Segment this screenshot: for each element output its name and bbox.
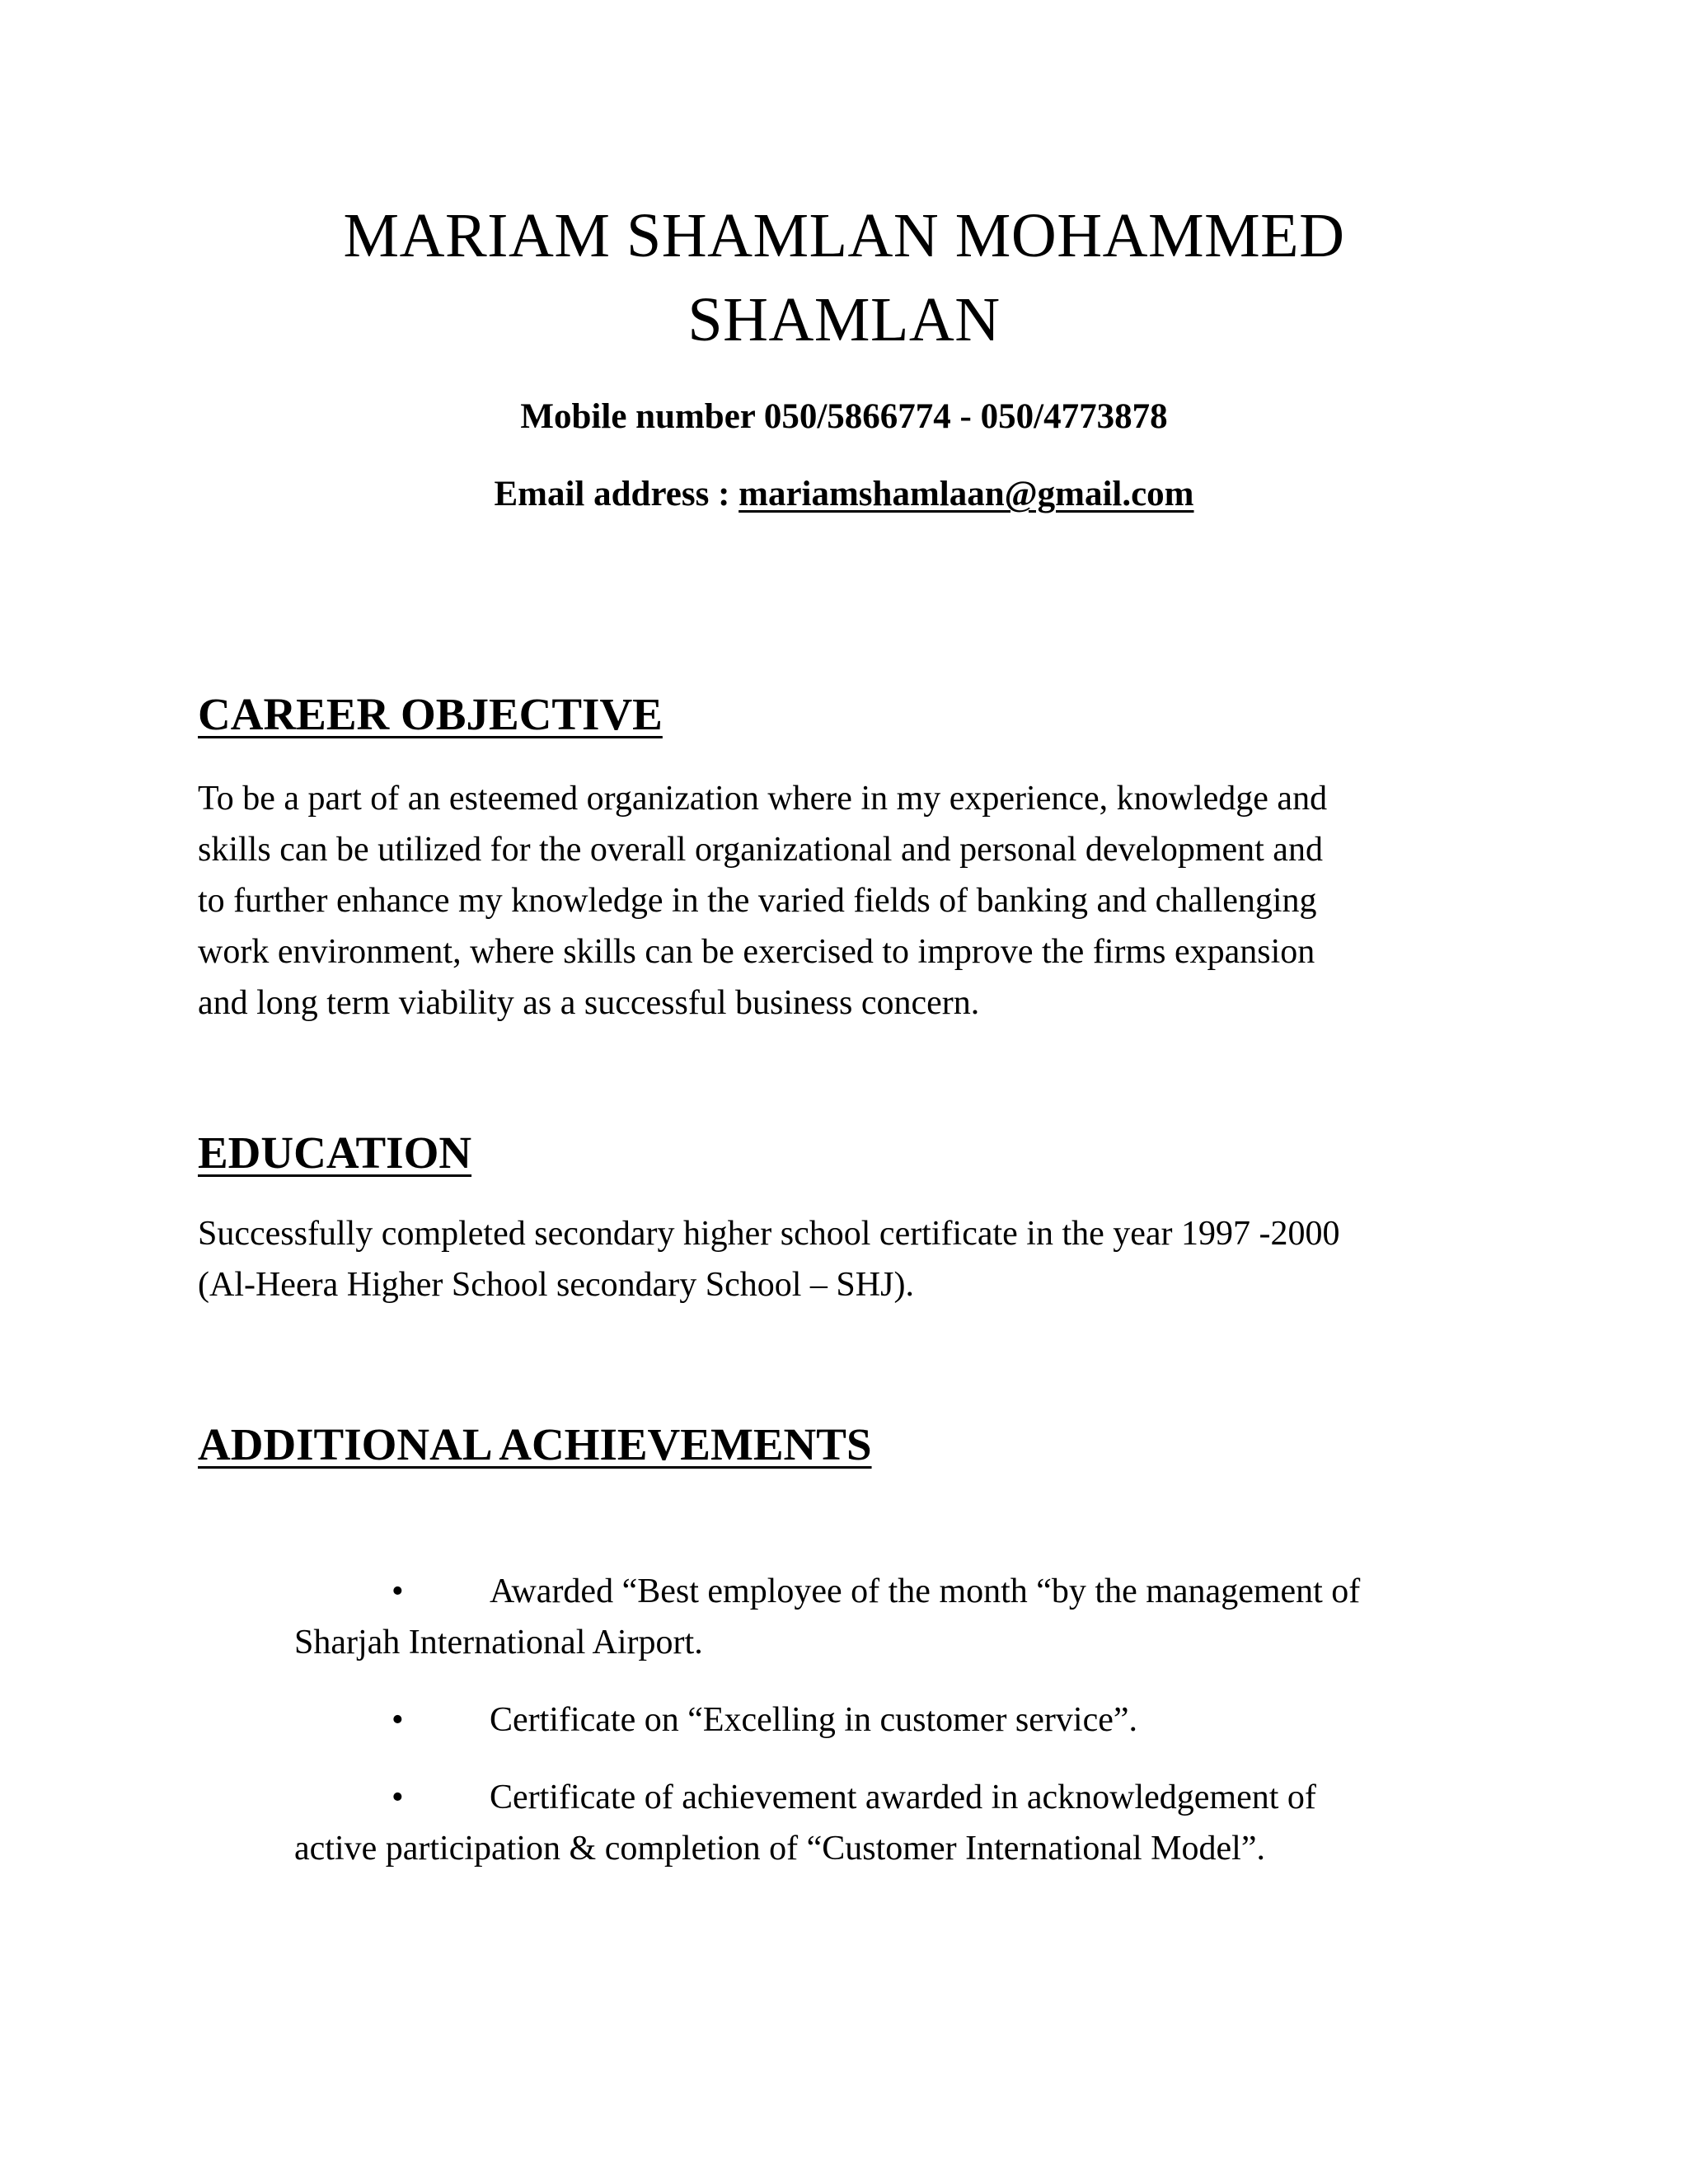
career-objective-line: To be a part of an esteemed organization where in my experience, knowledge and [198,780,1328,818]
achievement-text: Certificate of achievement awarded in acknowledgement of [490,1779,1316,1816]
education-text [198,1208,1340,1310]
mobile-number: Mobile number 050/5866774 - 050/4773878 [520,397,1168,436]
bullet-icon: • [392,1572,404,1610]
education-heading: EDUCATION [198,1127,472,1178]
achievement-text: Certificate on “Excelling in customer service”. [490,1701,1138,1739]
bullet-icon: • [392,1779,404,1816]
bullet-icon: • [392,1701,404,1739]
additional-achievements-heading: ADDITIONAL ACHIEVEMENTS [198,1419,872,1469]
applicant-name-line-2: SHAMLAN [687,285,1001,354]
achievement-item [294,1694,1137,1746]
career-objective-heading: CAREER OBJECTIVE [198,689,663,739]
email-label: Email address : [494,475,739,513]
education-line: Successfully completed secondary higher school certificate in the year 1997 -2000 [198,1215,1340,1253]
achievement-text-continued: active participation & completion of “Customer International Model”. [294,1830,1265,1868]
career-objective-line: and long term viability as a successful business concern. [198,984,980,1022]
education-line: (Al-Heera Higher School secondary School – SHJ). [198,1266,914,1304]
career-objective-text [198,773,1327,1029]
email-row [0,471,1688,518]
career-objective-line: to further enhance my knowledge in the varied fields of banking and challenging [198,882,1317,920]
applicant-name-line-1: MARIAM SHAMLAN MOHAMMED [343,201,1345,270]
career-objective-line: work environment, where skills can be exercised to improve the firms expansion [198,933,1315,971]
achievement-item [294,1772,1316,1874]
achievement-text: Awarded “Best employee of the month “by the management of [490,1572,1361,1610]
achievement-item [294,1566,1360,1668]
career-objective-line: skills can be utilized for the overall organizational and personal development and [198,831,1323,869]
email-link[interactable]: mariamshamlaan@gmail.com [738,475,1194,513]
achievement-text-continued: Sharjah International Airport. [294,1624,703,1661]
